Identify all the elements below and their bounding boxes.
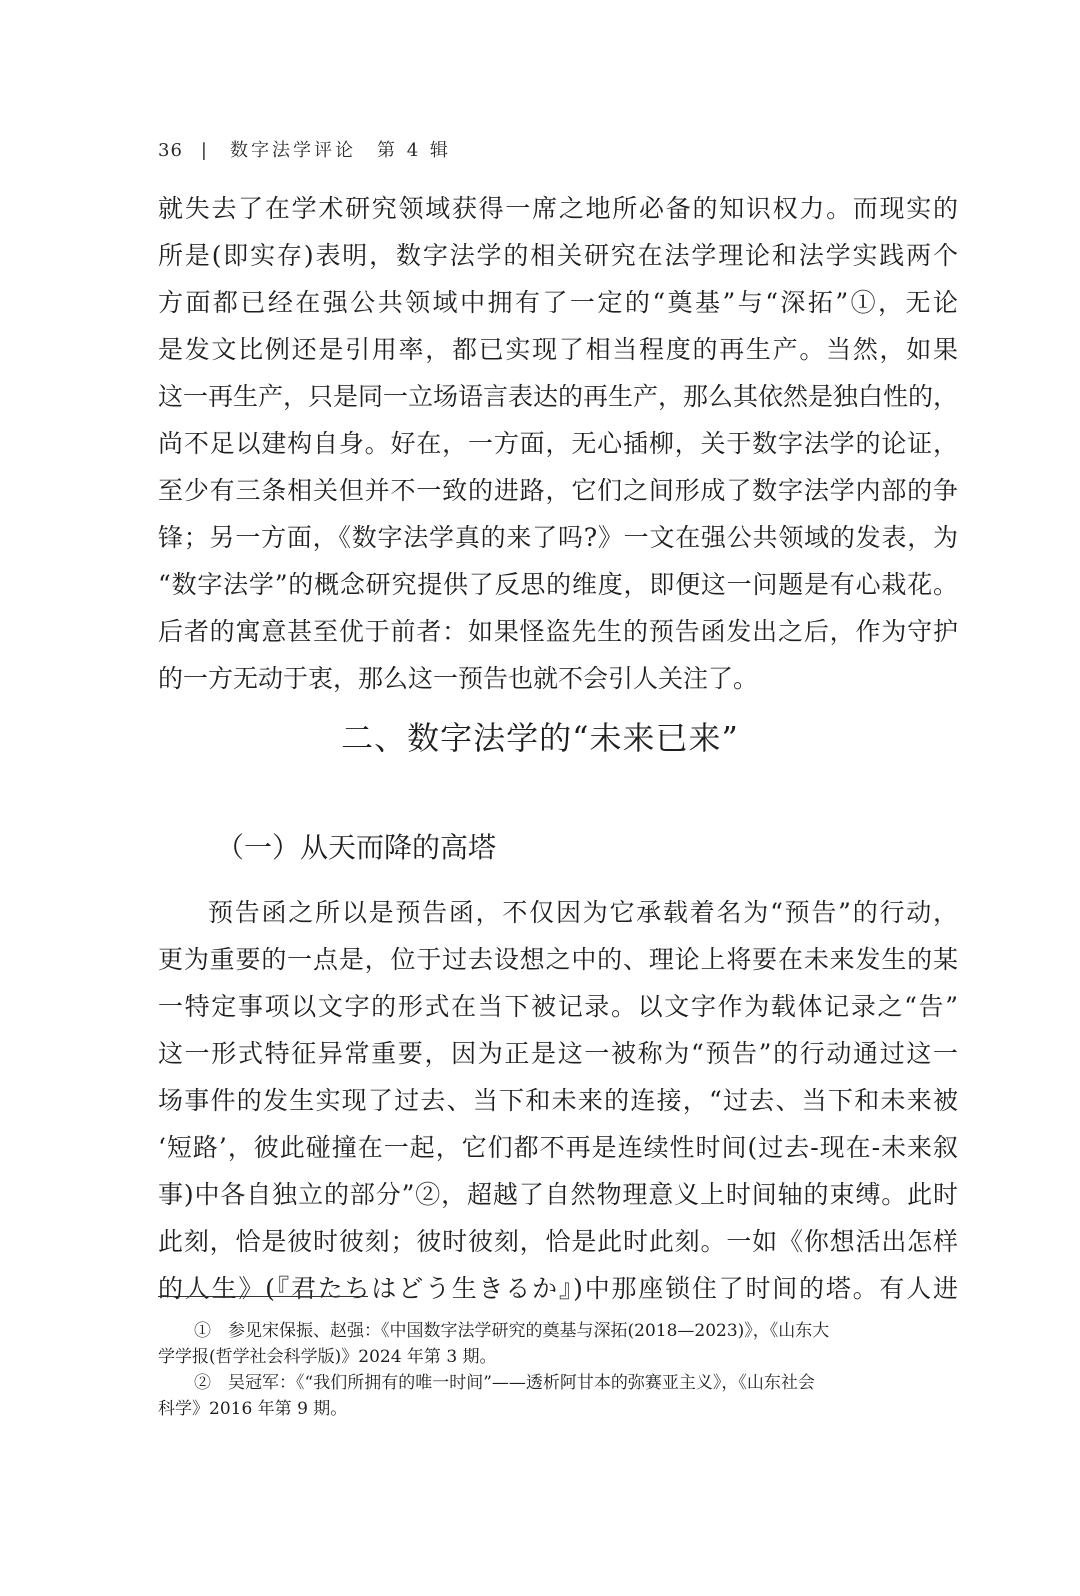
text-line: 这一形式特征异常重要，因为正是这一被称为“预告”的行动通过这一 [158, 1039, 958, 1068]
header-separator: | [200, 140, 208, 161]
journal-title: 数字法学评论 第 4 辑 [229, 140, 451, 161]
text-line: 所是(即实存)表明，数字法学的相关研究在法学理论和法学实践两个 [158, 241, 958, 270]
running-header [158, 136, 451, 162]
footnote-1 [158, 1318, 958, 1370]
footnote-line: 科学》2016 年第 9 期。 [158, 1399, 348, 1419]
text-line: 至少有三条相关但并不一致的进路，它们之间形成了数字法学内部的争 [158, 476, 958, 505]
text-line: 一特定事项以文字的形式在当下被记录。以文字作为载体记录之“告” [158, 992, 958, 1021]
text-line: 的人生》(『君たちはどう生きるか』)中那座锁住了时间的塔。有人进 [158, 1274, 958, 1303]
subsection-heading: （一）从天而降的高塔 [216, 831, 497, 864]
text-line: 此刻，恰是彼时彼刻；彼时彼刻，恰是此时此刻。一如《你想活出怎样 [158, 1227, 958, 1256]
page-number: 36 [158, 140, 183, 161]
text-line: 尚不足以建构自身。好在，一方面，无心插柳，关于数字法学的论证， [158, 429, 958, 458]
text-line: 是发文比例还是引用率，都已实现了相当程度的再生产。当然，如果 [158, 335, 958, 364]
text-line: “数字法学”的概念研究提供了反思的维度，即便这一问题是有心栽花。 [158, 570, 958, 599]
footnote-2 [158, 1370, 958, 1422]
text-line: 预告函之所以是预告函，不仅因为它承载着名为“预告”的行动， [208, 898, 958, 927]
section-heading: 二、数字法学的“未来已来” [341, 719, 739, 757]
text-line: 就失去了在学术研究领域获得一席之地所必备的知识权力。而现实的 [158, 194, 958, 223]
text-line: 这一再生产，只是同一立场语言表达的再生产，那么其依然是独白性的， [158, 382, 958, 411]
footnote-divider [158, 1296, 368, 1297]
text-line: 后者的寓意甚至优于前者：如果怪盗先生的预告函发出之后，作为守护 [158, 617, 958, 646]
footnote-line: ① 参见宋保振、赵强：《中国数字法学研究的奠基与深拓(2018—2023)》，《山东大 [194, 1321, 830, 1341]
text-line: 方面都已经在强公共领域中拥有了一定的“奠基”与“深拓”①，无论 [158, 288, 958, 317]
text-line: 锋；另一方面，《数字法学真的来了吗?》一文在强公共领域的发表，为 [158, 523, 958, 552]
body-paragraph-2 [158, 889, 958, 1312]
text-line: 场事件的发生实现了过去、当下和未来的连接，“过去、当下和未来被 [158, 1086, 958, 1115]
text-line: 事)中各自独立的部分”②，超越了自然物理意义上时间轴的束缚。此时 [158, 1180, 958, 1209]
footnote-line: ② 吴冠军：《“我们所拥有的唯一时间”——透析阿甘本的弥赛亚主义》，《山东社会 [194, 1373, 815, 1393]
text-line: 更为重要的一点是，位于过去设想之中的、理论上将要在未来发生的某 [158, 945, 958, 974]
text-line: 的一方无动于衷，那么这一预告也就不会引人关注了。 [158, 664, 759, 693]
body-paragraph-1 [158, 185, 958, 702]
text-line: ‘短路’，彼此碰撞在一起，它们都不再是连续性时间(过去-现在-未来叙 [158, 1133, 958, 1162]
footnote-line: 学学报(哲学社会科学版)》2024 年第 3 期。 [158, 1347, 497, 1367]
